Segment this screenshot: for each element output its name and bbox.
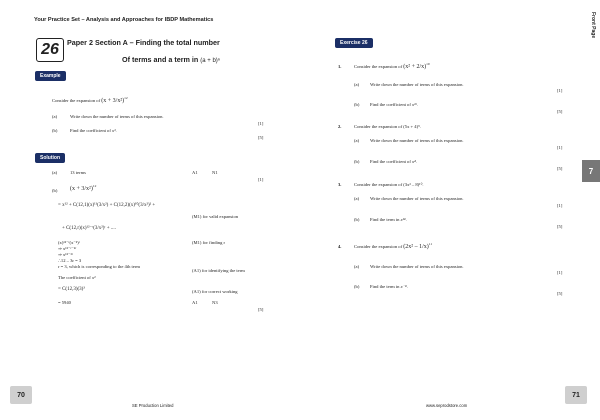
lesson-number: 26 (36, 38, 64, 62)
solution-final-mark1: A1 (192, 300, 198, 305)
example-part-b-text: Find the coefficient of (70, 128, 111, 133)
solution-part-a-mark: [1] (258, 177, 264, 182)
lesson-title-line2 (122, 55, 220, 64)
q2-number: 2. (338, 124, 342, 129)
q4-part-b-mark: [5] (557, 291, 563, 296)
solution-part-b-mark: [5] (258, 307, 264, 312)
binomial-expression: (a + b)ⁿ (200, 58, 220, 64)
running-header: Your Practice Set – Analysis and Approaches for IBDP Mathematics (34, 17, 214, 23)
example-label: Example (35, 71, 66, 81)
q3-part-b-label: (b) (354, 217, 360, 222)
lesson-title-line1: Paper 2 Section A – Finding the total number (67, 38, 220, 47)
working-line2: ⇒ x¹²⁻ʳ⁻²ʳ (58, 246, 77, 251)
q2-part-b: Find the coefficient of x⁴. (370, 159, 417, 164)
q4-number: 4. (338, 244, 342, 249)
q3-part-a-label: (a) (354, 196, 360, 201)
q4-part-b-power: x⁻⁸ (400, 284, 407, 289)
q3-number: 3. (338, 182, 342, 187)
solution-coef-power: x³ (91, 275, 96, 280)
q2-part-a-text: Write down the number of terms of this expansion. (370, 138, 464, 143)
page-number-right: 71 (565, 386, 587, 404)
q1-part-b: Find the coefficient of x¹⁶. (370, 102, 419, 107)
q2-text (354, 124, 421, 130)
solution-part-a-answer: 13 terms (70, 170, 86, 175)
solution-reason4: (A1) for correct working (192, 289, 238, 294)
example-part-b-power: x³ (112, 128, 116, 133)
example-part-a-mark: [1] (258, 121, 264, 126)
coef-working: = C(12,3)(3)³ (58, 287, 85, 292)
example-part-a-text: Write down the number of terms of this expansion. (70, 114, 164, 119)
example-intro-text: Consider the expansion of (52, 98, 101, 103)
q2-expression: (5x + 4)⁹. (403, 124, 421, 129)
q1-part-a-label: (a) (354, 82, 360, 87)
example-intro (52, 96, 128, 105)
solution-coef (58, 275, 95, 281)
example-part-a-label: (a) (52, 114, 58, 119)
solution-step-r: r = 3, which is corresponding to the 4th term (58, 264, 140, 269)
q4-part-a-label: (a) (354, 264, 360, 269)
solution-expression: $(x + 3/x^2)^{12}$ (70, 184, 97, 192)
website[interactable]: www.seprodstore.com (426, 403, 468, 408)
solution-part-b-label: (b) (52, 188, 58, 193)
q1-expression: $(x^2 + 2/x)^{10}$ (403, 62, 430, 70)
q3-part-b-text: Find the term in (370, 217, 400, 222)
q4-part-b: Find the term in x⁻⁸. (370, 284, 408, 289)
q4-part-a-text: Write down the number of terms of this expansion. (370, 264, 464, 269)
q1-part-b-power: x¹⁶ (412, 102, 418, 107)
working-line3: ⇒ x¹²⁻³ʳ (58, 252, 73, 257)
example-part-b-mark: [5] (258, 135, 264, 140)
q3-part-a-text: Write down the number of terms of this expansion. (370, 196, 464, 201)
solution-reason2: (M1) for finding r (192, 240, 226, 245)
solution-reason1: (M1) for valid expansion (192, 214, 239, 219)
solution-coef-text: The coefficient of (58, 275, 91, 280)
q1-part-b-mark: [5] (557, 109, 563, 114)
example-part-b: Find the coefficient of x³. (70, 128, 117, 133)
solution-a-mark2: N1 (212, 170, 218, 175)
q4-part-b-label: (b) (354, 284, 360, 289)
expansion-line2: + C(12,r)(x)¹²⁻ʳ(3/x²)ʳ + .... (62, 226, 116, 231)
solution-step-eq: ∴12 – 3r = 3 (58, 258, 82, 263)
solution-final: = 5940 (58, 300, 71, 305)
q1-text (354, 62, 430, 71)
exercise-label: Exercise 26 (335, 38, 373, 48)
q3-part-b-power: x¹⁸ (400, 217, 406, 222)
expansion-line1: = x¹² + C(12,1)(x)¹¹(3/x²) + C(12,2)(x)¹⁰(3/x²)² + (58, 203, 156, 208)
q3-part-b: Find the term in x¹⁸. (370, 217, 407, 222)
chapter-tab[interactable]: 7 (582, 160, 600, 182)
working-line1: (x)¹²⁻ʳ(x⁻²)ʳ (58, 240, 80, 245)
solution-final-mark2: N3 (212, 300, 218, 305)
example-expression: $(x + 3/x^2)^{12}$ (101, 96, 128, 104)
q2-part-a-label: (a) (354, 138, 360, 143)
q2-part-a-mark: [1] (557, 145, 563, 150)
solution-label: Solution (35, 153, 65, 163)
q3-text (354, 182, 424, 188)
q2-part-b-label: (b) (354, 159, 360, 164)
q2-text-label: Consider the expansion of (354, 124, 403, 129)
solution-a-mark1: A1 (192, 170, 198, 175)
q4-text (354, 242, 432, 251)
q2-part-b-mark: [5] (557, 166, 563, 171)
publisher: SE Production Limited (132, 403, 174, 408)
lesson-title-line2-text: Of terms and a term in (122, 55, 199, 64)
q1-number: 1. (338, 64, 342, 69)
solution-reason3: (A1) for identifying the term (192, 268, 245, 273)
q3-expression: (3x³ – 8)¹⁰. (403, 182, 424, 187)
q1-part-a-mark: [1] (557, 88, 563, 93)
example-part-b-label: (b) (52, 128, 58, 133)
q4-part-b-text: Find the term in (370, 284, 400, 289)
q3-text-label: Consider the expansion of (354, 182, 403, 187)
q2-part-b-power: x⁴ (412, 159, 416, 164)
solution-part-a-label: (a) (52, 170, 58, 175)
q1-text-label: Consider the expansion of (354, 64, 403, 69)
front-page-label: Front Page (590, 12, 596, 39)
q1-part-b-label: (b) (354, 102, 360, 107)
q2-part-b-text: Find the coefficient of (370, 159, 411, 164)
q1-part-b-text: Find the coefficient of (370, 102, 411, 107)
q4-part-a-mark: [1] (557, 270, 563, 275)
q3-part-a-mark: [1] (557, 203, 563, 208)
q4-expression: (2x² – 1/x)$^{11}$ (403, 242, 433, 250)
q4-text-label: Consider the expansion of (354, 244, 403, 249)
q1-part-a-text: Write down the number of terms of this expansion. (370, 82, 464, 87)
page-number-left: 70 (10, 386, 32, 404)
q3-part-b-mark: [5] (557, 224, 563, 229)
